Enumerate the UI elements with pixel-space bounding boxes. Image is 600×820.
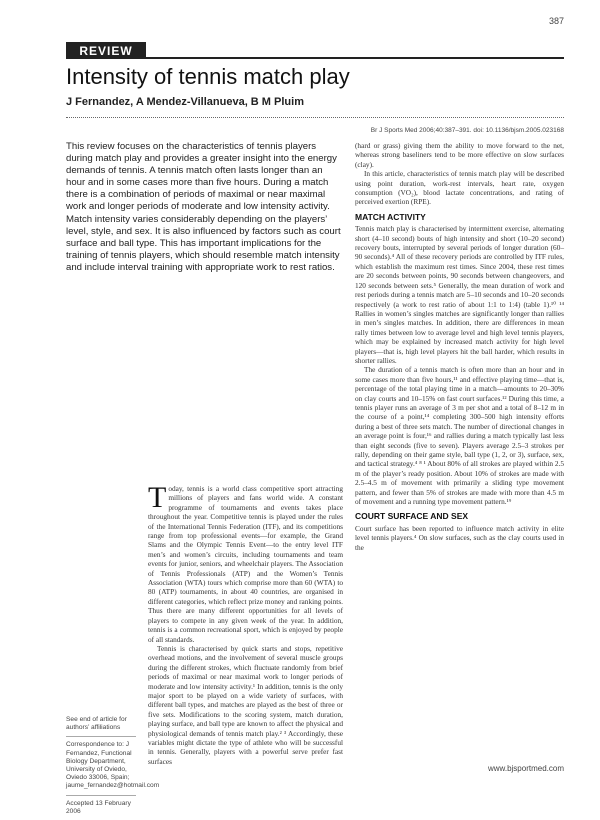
sidebar-divider [66, 736, 136, 737]
author-line: J Fernandez, A Mendez-Villanueva, B M Pluim [66, 96, 304, 108]
footer-url: www.bjsportmed.com [487, 764, 564, 773]
affiliations-note: See end of article for authors’ affiliations [66, 716, 127, 732]
sidebar-divider [66, 795, 136, 796]
right-paragraph-2: In this article, characteristics of tennis match play will be described using point duration, work-rest intervals, heart rate, oxygen consumption (VO₂), blood lactate concentrations, and rating of perceived exertion (RPE). [355, 169, 564, 207]
intro-paragraph-1-text: oday, tennis is a world class competitive sport attracting millions of players and fans world wide. A constant programme of tournaments and events takes place throughout the year. Competitive tennis is played under the rules of the International Tennis Federation (ITF), and its competitions range from top professional events—for example, the Grand Slams and the Olympic Tennis Event—to the entry level ITF men’s and women’s circuits, including tournaments and team events for junior, seniors, and wheelchair players. The Association of Tennis Professionals (ATP) and the Women’s Tennis Association (WTA) tours which comprise more than 60 (WTA) to 80 (ATP) tournaments, in about 40 countries, are organised in different categories, which reflect prize money and ranking points. Thus there are many different opportunities for all levels of players to compete in any given week of the year. In addition, tennis is a common recreational sport, which is enjoyed by people of all standards. [148, 484, 343, 644]
right-paragraph-1: (hard or grass) giving them the ability to move forward to the net, whereas strong baseliners tend to be more effective on slow surfaces (clay). [355, 141, 564, 169]
section-tag: REVIEW [66, 42, 146, 59]
right-paragraph-4: The duration of a tennis match is often more than an hour and in some cases more than five hours,¹¹ and effective playing time—that is, percentage of the total playing time in a match—amounts to 20–30% on clay courts and 10–15% on fast court surfaces.¹² During this time, a tennis player runs an average of 3 m per shot and a total of 8–12 m in the course of a point,¹⁴ completing 300–500 high intensity efforts during a best of three sets match. The number of directional changes in an average point is four,¹⁶ and rallies during a match typically last less than eight seconds (five to seven). Players average 2.5–3 strokes per rally, depending on their game style, ball type (1, 2, or 3), surface, sex, and tactical strategy.⁴ ⁸ ¹ About 80% of all strokes are played within 2.5 m of the player’s ready position. About 10% of strokes are made with 2.5–4.5 m of movement with primarily a sliding type movement pattern, and fewer than 5% of strokes are made with more than 4.5 m of movement and a running type movement pattern.¹⁹ [355, 365, 564, 507]
intro-paragraph-2: Tennis is characterised by quick starts and stops, repetitive overhead motions, and the involvement of several muscle groups during the different strokes, which fluctuate randomly from brief periods of maximal or near maximal work to longer periods of moderate and low intensity activity.¹ In addition, tennis is the only major sport to be played on a wide variety of surfaces, with different ball types, and matches are played as the best of three or five sets. Modifications to the scoring system, match duration, playing surface, and ball type are known to affect the physical and physiological demands of tennis match play.² ³ Accordingly, these variables might dictate the type of athlete who will be successful in tennis. Generally, players with a powerful serve prefer fast surfaces [148, 643, 343, 766]
dotted-divider [66, 117, 564, 118]
page-number: 387 [548, 16, 564, 26]
citation-line: Br J Sports Med 2006;40:387–391. doi: 10.1136/bjsm.2005.023168 [370, 127, 564, 134]
right-column [355, 141, 564, 552]
abstract: This review focuses on the characteristics of tennis players during match play and provides a greater insight into the energy demands of tennis. A tennis match often lasts longer than an hour and in some cases more than five hours. During a match there is a combination of periods of maximal or near maximal work and longer periods of moderate and low intensity activity. Match intensity varies considerably depending on the players’ level, style, and sex. It is also influenced by factors such as court surface and ball type. This has important implications for the training of tennis players, which should resemble match intensity and include interval training with appropriate work to rest ratios. [66, 141, 341, 273]
sidebar-notes [66, 716, 160, 820]
correspondence-note: Correspondence to: J Fernandez, Functional Biology Department, University of Oviedo, Oviedo 33006, Spain; jaume_fernandez@hotmail.com [66, 741, 160, 790]
accepted-date: Accepted 13 February 2006 [66, 799, 131, 815]
right-paragraph-3: Tennis match play is characterised by intermittent exercise, alternating short (4–10 second) bouts of high intensity and short (10–20 second) recovery bouts, interrupted by several periods of longer duration (60–90 seconds).⁴ All of these recovery periods are controlled by ITF rules, which establish the maximum rest times. Since 2004, these rest times are 20 seconds between points, 90 seconds between changeovers, and 120 seconds between sets.⁵ Generally, the mean duration of work and rest periods during a tennis match are 5–10 seconds and 10–20 seconds respectively (a work to rest ratio of about 1:1 to 1:4) (table 1).¹⁰ ¹⁴ Rallies in women’s singles matches are significantly longer than rallies in men’s singles matches. In addition, there are differences in mean rally times between low to average level and high level tennis players, which may be explained by increased match activity for high level players—that is, high level players hit the ball harder, which results in shorter rallies. [355, 224, 564, 365]
right-paragraph-5: Court surface has been reported to influence match activity in elite level tennis players.⁴ On slow surfaces, such as the clay courts used in the [355, 523, 564, 552]
article-title: Intensity of tennis match play [66, 64, 350, 89]
section-heading-court-surface: COURT SURFACE AND SEX [355, 511, 469, 522]
section-heading-match-activity: MATCH ACTIVITY [355, 211, 426, 222]
intro-column [148, 481, 343, 766]
drop-cap: T [148, 481, 167, 514]
intro-paragraph-1 [148, 481, 343, 644]
header-rule [66, 57, 564, 59]
